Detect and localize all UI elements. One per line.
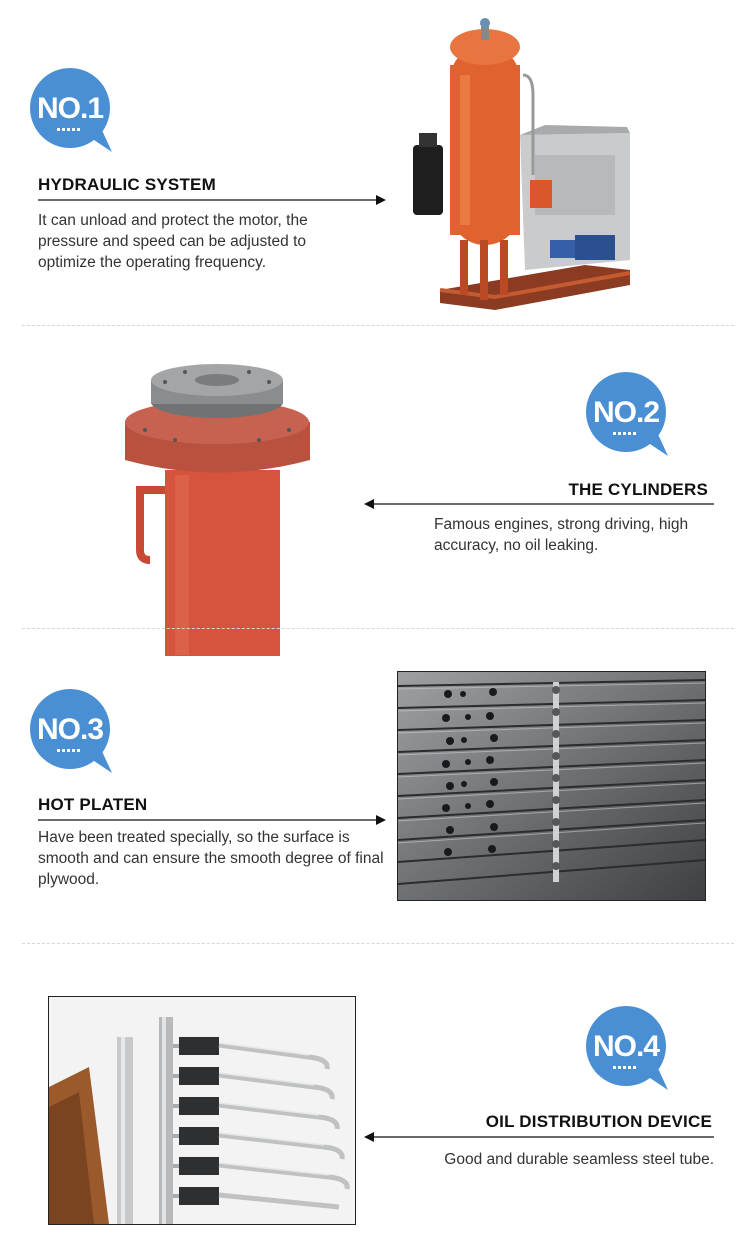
badge-label: NO.1 [36, 92, 104, 125]
hydraulic-station-photo [405, 15, 635, 315]
feature-section-3 [0, 629, 750, 943]
feature-title: THE CYLINDERS [568, 480, 708, 499]
cylinder-photo [125, 360, 310, 656]
feature-section-1 [0, 0, 750, 325]
arrow-right-icon [38, 194, 388, 206]
badge-label: NO.4 [592, 1030, 660, 1063]
feature-title: OIL DISTRIBUTION DEVICE [485, 1112, 712, 1131]
hot-platen-photo [397, 671, 706, 901]
badge-no3 [28, 687, 114, 773]
feature-section-2 [0, 326, 750, 628]
feature-description: Have been treated specially, so the surface is smooth and can ensure the smooth degree of final plywood. [38, 829, 384, 888]
feature-description: It can unload and protect the motor, the pressure and speed can be adjusted to optimize the operating frequency. [38, 212, 308, 271]
feature-title: HOT PLATEN [38, 795, 148, 814]
badge-label: NO.3 [36, 713, 104, 746]
oil-distribution-photo [48, 996, 356, 1225]
badge-label: NO.2 [592, 396, 660, 429]
badge-no2 [584, 370, 670, 456]
feature-title: HYDRAULIC SYSTEM [38, 175, 216, 194]
badge-no4 [584, 1004, 670, 1090]
arrow-right-icon [38, 814, 388, 826]
feature-description: Famous engines, strong driving, high accuracy, no oil leaking. [434, 516, 689, 554]
arrow-left-icon [362, 498, 714, 510]
arrow-left-icon [362, 1131, 714, 1143]
feature-section-4 [0, 944, 750, 1259]
feature-description: Good and durable seamless steel tube. [444, 1151, 714, 1168]
badge-no1 [28, 66, 114, 152]
